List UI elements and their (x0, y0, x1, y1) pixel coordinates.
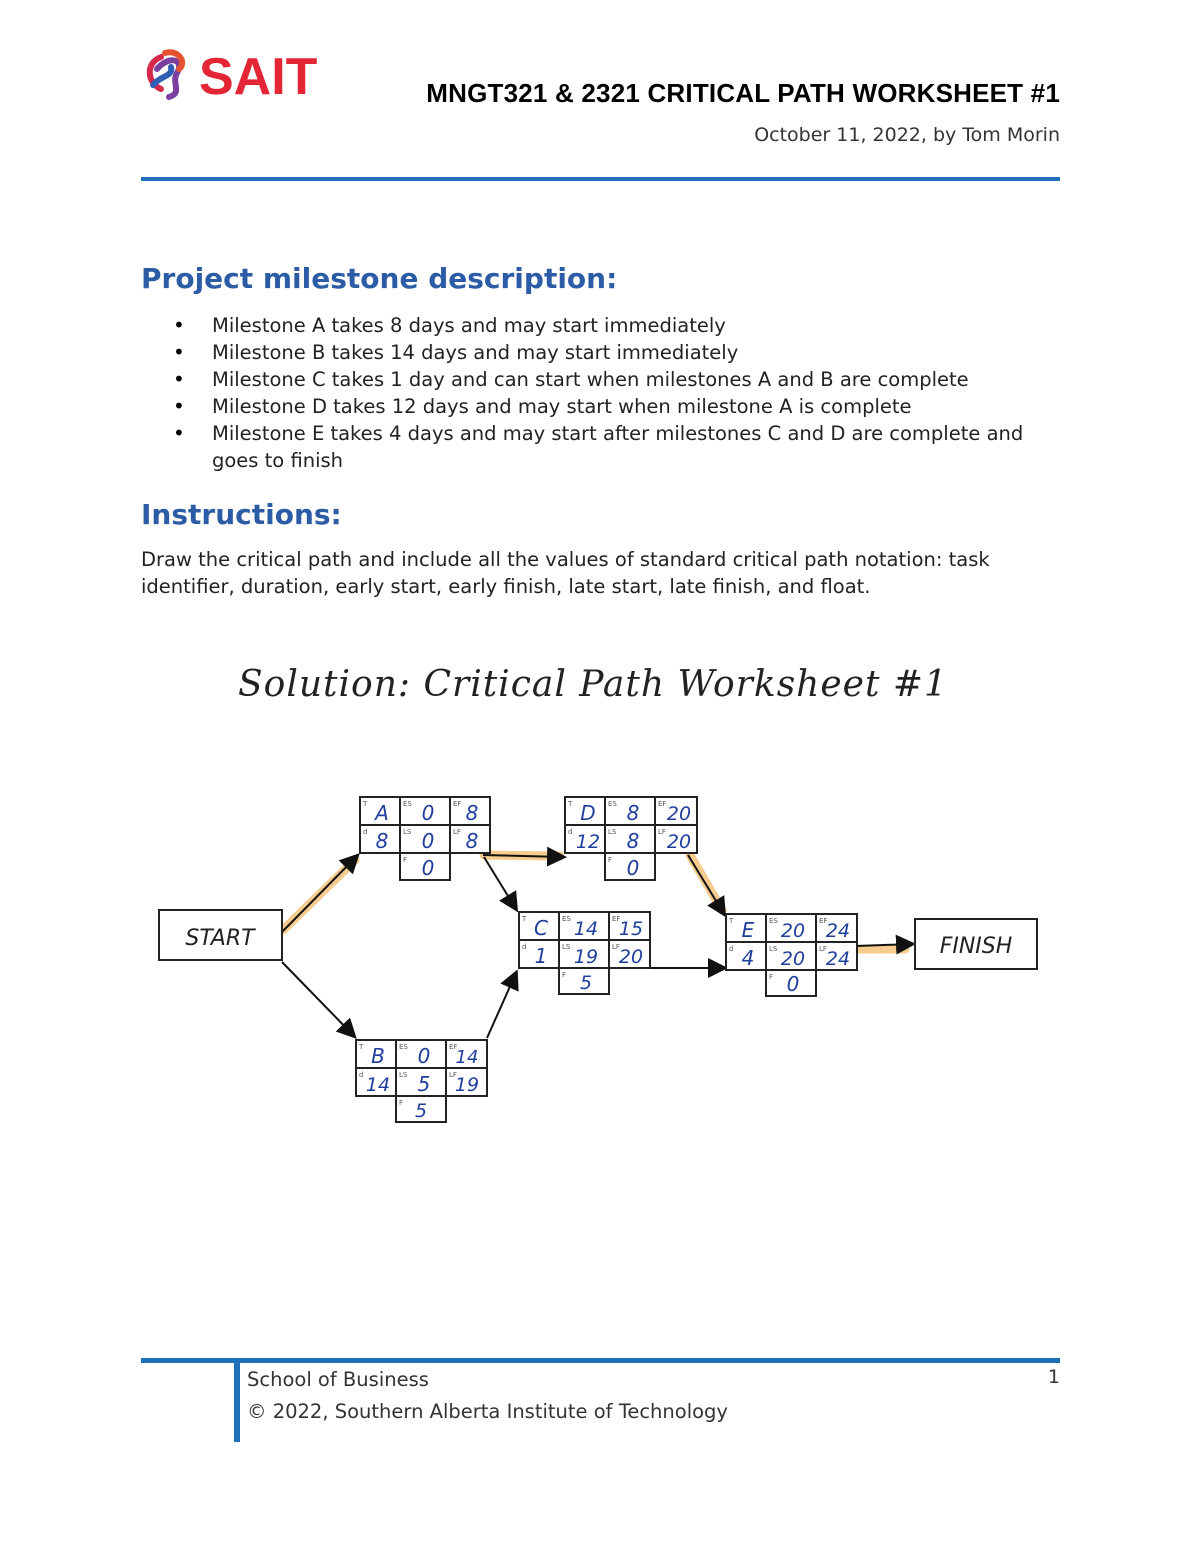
footer-school: School of Business (247, 1368, 429, 1391)
svg-text:LF: LF (612, 943, 620, 951)
svg-text:EF: EF (658, 800, 667, 808)
svg-text:d: d (729, 945, 734, 953)
header-divider (141, 177, 1060, 181)
node-d-es: 8 (626, 801, 640, 825)
node-b-es: 0 (417, 1044, 431, 1068)
svg-text:F: F (562, 971, 567, 979)
edge-a-c (484, 857, 516, 909)
list-item: • Milestone A takes 8 days and may start immediately (141, 312, 1071, 339)
node-a-lf: 8 (465, 829, 479, 853)
list-item: • Milestone B takes 14 days and may start immediately (141, 339, 1071, 366)
svg-text:d: d (363, 828, 368, 836)
svg-text:LS: LS (399, 1071, 408, 1079)
node-a-duration: 8 (375, 829, 389, 853)
svg-text:T: T (522, 915, 527, 923)
svg-text:LF: LF (453, 828, 461, 836)
finish-label: FINISH (939, 934, 1013, 959)
edge-d-e (688, 855, 724, 914)
node-b-ls: 5 (417, 1072, 431, 1096)
svg-text:d: d (568, 828, 573, 836)
node-c-float: 5 (579, 972, 593, 994)
svg-text:EF: EF (612, 915, 621, 923)
svg-text:LS: LS (403, 828, 412, 836)
svg-text:EF: EF (819, 917, 828, 925)
svg-text:LS: LS (608, 828, 617, 836)
edge-b-c (487, 973, 516, 1038)
node-b-float: 5 (414, 1100, 428, 1122)
list-item: • Milestone C takes 1 day and can start when milestones A and B are complete (141, 366, 1071, 393)
node-e-lf: 24 (825, 948, 851, 970)
svg-text:LS: LS (769, 945, 778, 953)
node-c-lf: 20 (618, 946, 644, 968)
node-d-lf: 20 (666, 831, 692, 853)
svg-text:T: T (568, 800, 573, 808)
node-a-ef: 8 (465, 801, 479, 825)
node-b-duration: 14 (365, 1074, 391, 1096)
page-number: 1 (1047, 1366, 1060, 1388)
svg-text:LF: LF (449, 1071, 457, 1079)
svg-text:F: F (399, 1099, 404, 1107)
start-label: START (185, 926, 255, 951)
sait-logo (143, 45, 343, 105)
node-c-ef: 15 (618, 918, 644, 940)
svg-text:LF: LF (819, 945, 827, 953)
node-e-duration: 4 (741, 946, 755, 970)
finish-node (915, 919, 1037, 969)
edge-start-a (282, 856, 357, 932)
svg-text:d: d (522, 943, 527, 951)
svg-text:LF: LF (658, 828, 666, 836)
node-b-id: B (371, 1044, 385, 1068)
node-d-values (567, 800, 691, 880)
svg-text:LS: LS (562, 943, 571, 951)
milestone-heading: Project milestone description: (141, 262, 618, 295)
svg-text:d: d (359, 1071, 364, 1079)
node-d-id: D (580, 801, 596, 825)
node-b-values (358, 1043, 479, 1122)
footer-copyright: © 2022, Southern Alberta Institute of Technology (247, 1400, 728, 1423)
node-d-float: 0 (626, 856, 640, 880)
svg-text:T: T (363, 800, 368, 808)
node-c-values (521, 915, 643, 994)
list-item: • Milestone E takes 4 days and may start after milestones C and D are complete and goes to finish (141, 420, 1071, 474)
svg-text:ES: ES (608, 800, 617, 808)
svg-text:ES: ES (562, 915, 571, 923)
node-e-es: 20 (780, 920, 806, 942)
node-b-lf: 19 (454, 1074, 480, 1096)
solution-title: Solution: Critical Path Worksheet #1 (238, 664, 948, 705)
svg-text:EF: EF (453, 800, 462, 808)
footer-divider (141, 1358, 1060, 1363)
sait-knot-icon (150, 52, 182, 97)
milestone-list (141, 312, 1071, 474)
svg-text:F: F (403, 856, 408, 864)
node-c-duration: 1 (534, 944, 548, 968)
node-b-ef: 14 (455, 1047, 479, 1068)
node-d-duration: 12 (575, 831, 601, 853)
svg-text:T: T (359, 1043, 364, 1051)
node-e-float: 0 (786, 972, 800, 996)
instructions-text: Draw the critical path and include all the values of standard critical path notation: task identifier, duration, early start, early finish, late start, late finish, and float. (141, 548, 990, 598)
node-a-es: 0 (421, 801, 435, 825)
svg-text:F: F (769, 973, 774, 981)
node-a-ls: 0 (421, 829, 435, 853)
document-subtitle: October 11, 2022, by Tom Morin (754, 124, 1060, 146)
critical-path-diagram (0, 760, 1200, 1140)
footer-accent-bar (234, 1358, 240, 1442)
node-e-id: E (741, 918, 755, 942)
node-c-id: C (534, 916, 548, 940)
node-e-ls: 20 (780, 948, 806, 970)
node-d-ls: 8 (626, 829, 640, 853)
node-e-ef: 24 (825, 920, 851, 942)
start-node (159, 910, 282, 960)
node-a-id: A (375, 801, 389, 825)
node-a-float: 0 (421, 856, 435, 880)
node-c-ls: 19 (573, 946, 599, 968)
node-c-es: 14 (573, 918, 599, 940)
svg-text:T: T (729, 917, 734, 925)
instructions-heading: Instructions: (141, 498, 342, 531)
svg-text:ES: ES (769, 917, 778, 925)
node-e-values (728, 917, 850, 996)
svg-text:ES: ES (403, 800, 412, 808)
edge-start-b (282, 962, 354, 1036)
document-title: MNGT321 & 2321 CRITICAL PATH WORKSHEET #1 (426, 78, 1060, 108)
svg-text:EF: EF (449, 1043, 458, 1051)
svg-text:F: F (608, 856, 613, 864)
logo-text: SAIT (199, 48, 318, 105)
node-d-ef: 20 (666, 803, 692, 825)
svg-text:ES: ES (399, 1043, 408, 1051)
list-item: • Milestone D takes 12 days and may start when milestone A is complete (141, 393, 1071, 420)
